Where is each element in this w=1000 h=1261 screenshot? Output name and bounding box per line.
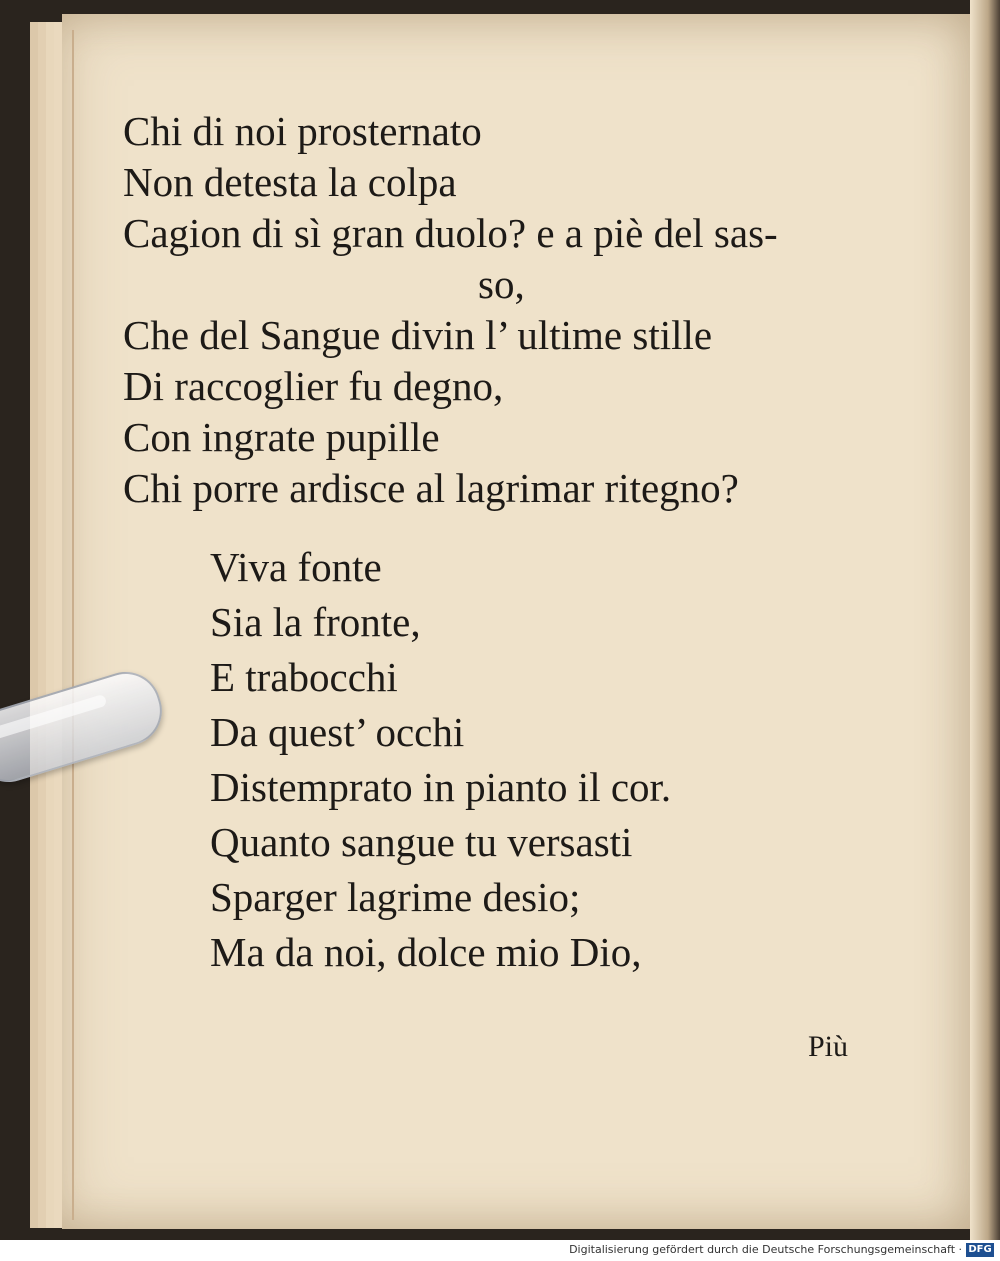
verse-line: Di raccoglier fu degno, xyxy=(123,363,504,409)
verse-line: Distemprato in pianto il cor. xyxy=(210,764,672,810)
dfg-logo-icon[interactable]: DFG xyxy=(966,1243,994,1257)
verse-line: Sia la fronte, xyxy=(210,599,421,645)
poem-stanza-2 xyxy=(210,540,671,980)
book-gutter xyxy=(970,0,1000,1240)
verse-line: Quanto sangue tu versasti xyxy=(210,819,633,865)
verse-line: Sparger lagrime desio; xyxy=(210,874,581,920)
verse-line: Chi porre ardisce al lagrimar ritegno? xyxy=(123,465,739,511)
verse-line: E trabocchi xyxy=(210,654,398,700)
poem-stanza-1 xyxy=(123,106,778,514)
verse-line: Con ingrate pupille xyxy=(123,414,440,460)
verse-line: Chi di noi prosternato xyxy=(123,108,482,154)
verse-line: Viva fonte xyxy=(210,544,382,590)
verse-line: Ma da noi, dolce mio Dio, xyxy=(210,929,642,975)
verse-line: Che del Sangue divin l’ ultime stille xyxy=(123,312,713,358)
page-fold-line xyxy=(72,30,74,1220)
verse-line: Cagion di sì gran duolo? e a piè del sas- xyxy=(123,210,778,256)
verse-line: Non detesta la colpa xyxy=(123,159,457,205)
verse-line-continuation: so, xyxy=(478,261,525,307)
catchword: Più xyxy=(808,1030,849,1063)
digitization-credit: Digitalisierung gefördert durch die Deutsche Forschungsgemeinschaft · xyxy=(569,1243,962,1256)
verse-line: Da quest’ occhi xyxy=(210,709,465,755)
